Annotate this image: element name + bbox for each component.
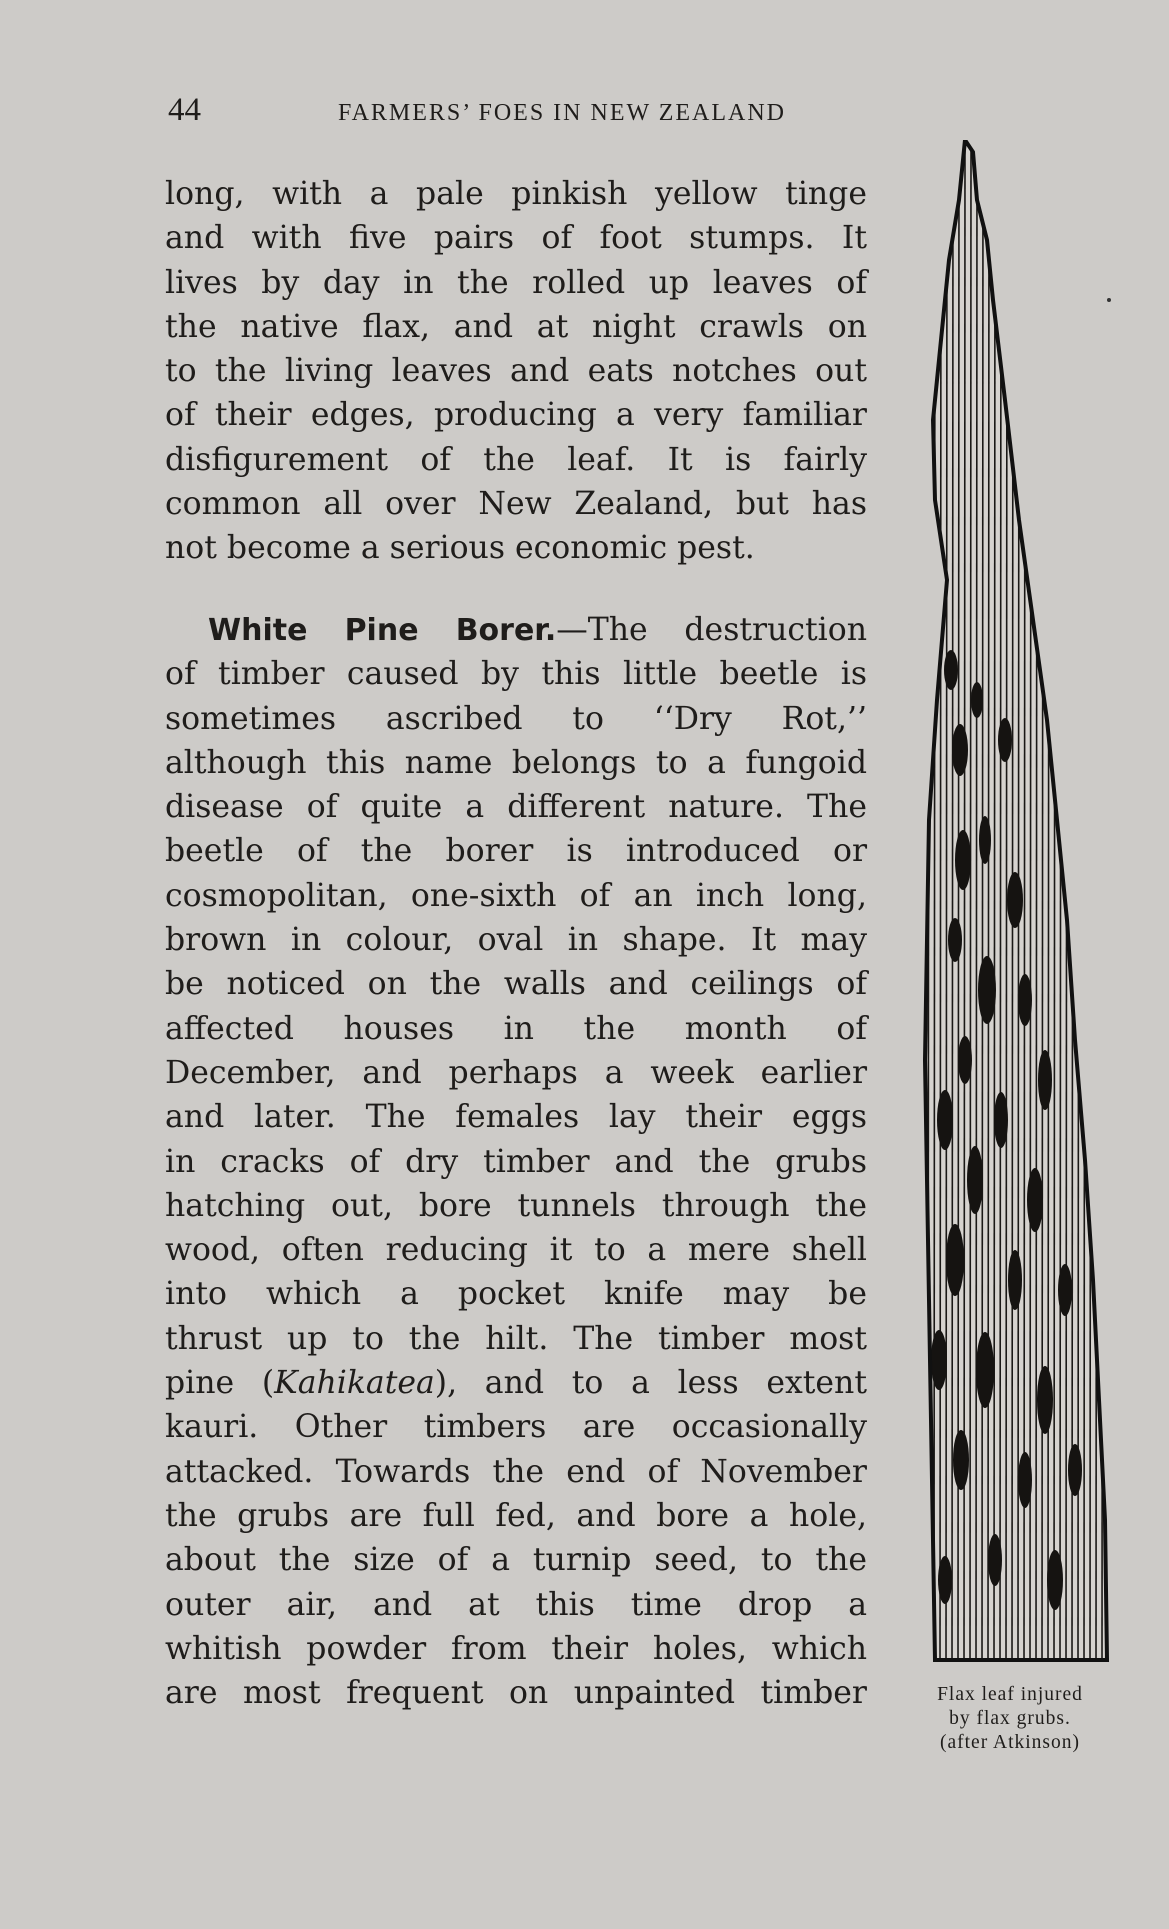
text-line: cosmopolitan, one-sixth of an inch long,	[165, 877, 867, 914]
leaf-vein	[1060, 140, 1061, 1675]
text-line-kahikatea	[165, 1361, 867, 1405]
text-line: wood, often reducing it to a mere shell	[165, 1232, 867, 1269]
text-line: in cracks of dry timber and the grubs	[165, 1143, 867, 1180]
text-line: are most frequent on unpainted timber	[165, 1675, 867, 1712]
leaf-vein	[952, 140, 953, 1675]
grub-damage-mark	[1038, 1050, 1052, 1110]
paragraph-flax-grub	[165, 172, 867, 571]
text-line: disfigurement of the leaf. It is fairly	[165, 441, 867, 478]
text-line: and later. The females lay their eggs	[165, 1099, 867, 1136]
grub-damage-mark	[1027, 1168, 1043, 1232]
grub-damage-mark	[1018, 1452, 1032, 1508]
text-line: the native flax, and at night crawls on	[165, 308, 867, 345]
leaf-vein	[934, 140, 935, 1675]
text-line: brown in colour, oval in shape. It may	[165, 922, 867, 959]
leaf-vein	[1006, 140, 1007, 1675]
grub-damage-mark	[946, 1224, 964, 1296]
caption-line: Flax leaf injured	[937, 1684, 1083, 1705]
leaf-vein	[970, 140, 971, 1675]
text-line: whitish powder from their holes, which	[165, 1630, 867, 1667]
text-line: of timber caused by this little beetle is	[165, 656, 867, 693]
grub-damage-mark	[937, 1090, 953, 1150]
paragraph-white-pine-borer	[165, 608, 867, 1715]
grub-damage-mark	[948, 918, 962, 962]
text-line: although this name belongs to a fungoid	[165, 744, 867, 781]
grub-damage-mark	[978, 956, 996, 1024]
grub-damage-mark	[1058, 1264, 1072, 1316]
grub-damage-mark	[952, 724, 968, 776]
text-line: to the living leaves and eats notches out	[165, 353, 867, 390]
leaf-vein	[1072, 140, 1073, 1675]
grub-damage-mark	[1037, 1366, 1053, 1434]
grub-damage-mark	[971, 682, 983, 718]
leaf-vein	[982, 140, 983, 1675]
grub-damage-mark	[944, 650, 958, 690]
caption-line: (after Atkinson)	[939, 1732, 1080, 1753]
grub-damage-mark	[1007, 872, 1023, 928]
grub-damage-mark	[955, 830, 971, 890]
grub-damage-mark	[976, 1332, 994, 1408]
species-name: Kahikatea	[274, 1365, 435, 1402]
leaf-vein	[1048, 140, 1049, 1675]
text-line: December, and perhaps a week earlier	[165, 1054, 867, 1091]
leaf-vein	[946, 140, 947, 1675]
grub-damage-mark	[938, 1556, 952, 1604]
page-number: 44	[168, 92, 201, 128]
leaf-vein	[1096, 140, 1097, 1675]
text-line: be noticed on the walls and ceilings of	[165, 966, 867, 1003]
text-line: into which a pocket knife may be	[165, 1276, 867, 1313]
leaf-vein	[1078, 140, 1079, 1675]
leaf-vein	[988, 140, 989, 1675]
grub-damage-mark	[1018, 974, 1032, 1026]
figure-caption	[885, 1683, 1135, 1755]
grub-damage-mark	[994, 1092, 1008, 1148]
grub-damage-mark	[958, 1036, 972, 1084]
text-line: of their edges, producing a very familiar	[165, 397, 867, 434]
leaf-vein	[1090, 140, 1091, 1675]
leaf-vein	[1054, 140, 1055, 1675]
grub-damage-mark	[1008, 1250, 1022, 1310]
leaf-vein	[1036, 140, 1037, 1675]
grub-damage-mark	[998, 718, 1012, 762]
text-line: the grubs are full fed, and bore a hole,	[165, 1497, 867, 1534]
text-line: attacked. Towards the end of November	[165, 1453, 867, 1490]
leaf-vein	[1042, 140, 1043, 1675]
text-line: outer air, and at this time drop a	[165, 1586, 867, 1623]
text-line: and with five pairs of foot stumps. It	[165, 220, 867, 257]
leaf-vein	[1024, 140, 1025, 1675]
leaf-vein	[994, 140, 995, 1675]
text-line: about the size of a turnip seed, to the	[165, 1542, 867, 1579]
text-line: beetle of the borer is introduced or	[165, 833, 867, 870]
leaf-vein	[922, 140, 923, 1675]
text-line: sometimes ascribed to ‘‘Dry Rot,’’	[165, 700, 867, 737]
text-line: affected houses in the month of	[165, 1010, 867, 1047]
text-run: pine (	[165, 1365, 275, 1402]
grub-damage-mark	[1047, 1550, 1063, 1610]
grub-damage-mark	[953, 1430, 969, 1490]
leaf-body	[915, 140, 1115, 1675]
grub-damage-mark	[979, 816, 991, 864]
text-line: kauri. Other timbers are occasionally	[165, 1409, 867, 1446]
leaf-vein	[1030, 140, 1031, 1675]
text-line: thrust up to the hilt. The timber most	[165, 1320, 867, 1357]
leaf-vein	[1108, 140, 1109, 1675]
grub-damage-mark	[1068, 1444, 1082, 1496]
grub-damage-mark	[931, 1330, 947, 1390]
text-line: common all over New Zealand, but has	[165, 486, 867, 523]
text-line: lives by day in the rolled up leaves of	[165, 264, 867, 301]
text-line: disease of quite a different nature. The	[165, 789, 867, 826]
text-run: —The destruction	[556, 612, 867, 648]
running-head: FARMERS’ FOES IN NEW ZEALAND	[338, 100, 787, 126]
section-heading: White Pine Borer.	[208, 613, 557, 648]
leaf-vein	[1084, 140, 1085, 1675]
leaf-vein	[940, 140, 941, 1675]
text-line: long, with a pale pinkish yellow tinge	[165, 176, 867, 212]
caption-line: by flax grubs.	[949, 1708, 1071, 1729]
leaf-vein	[976, 140, 977, 1675]
flax-leaf-illustration	[915, 140, 1115, 1675]
grub-damage-mark	[967, 1146, 983, 1214]
paragraph-first-line	[165, 608, 867, 652]
text-run: ), and to a less extent	[434, 1365, 867, 1402]
text-line: hatching out, bore tunnels through the	[165, 1187, 867, 1224]
text-line: not become a serious economic pest.	[165, 530, 755, 567]
grub-damage-mark	[988, 1534, 1002, 1586]
